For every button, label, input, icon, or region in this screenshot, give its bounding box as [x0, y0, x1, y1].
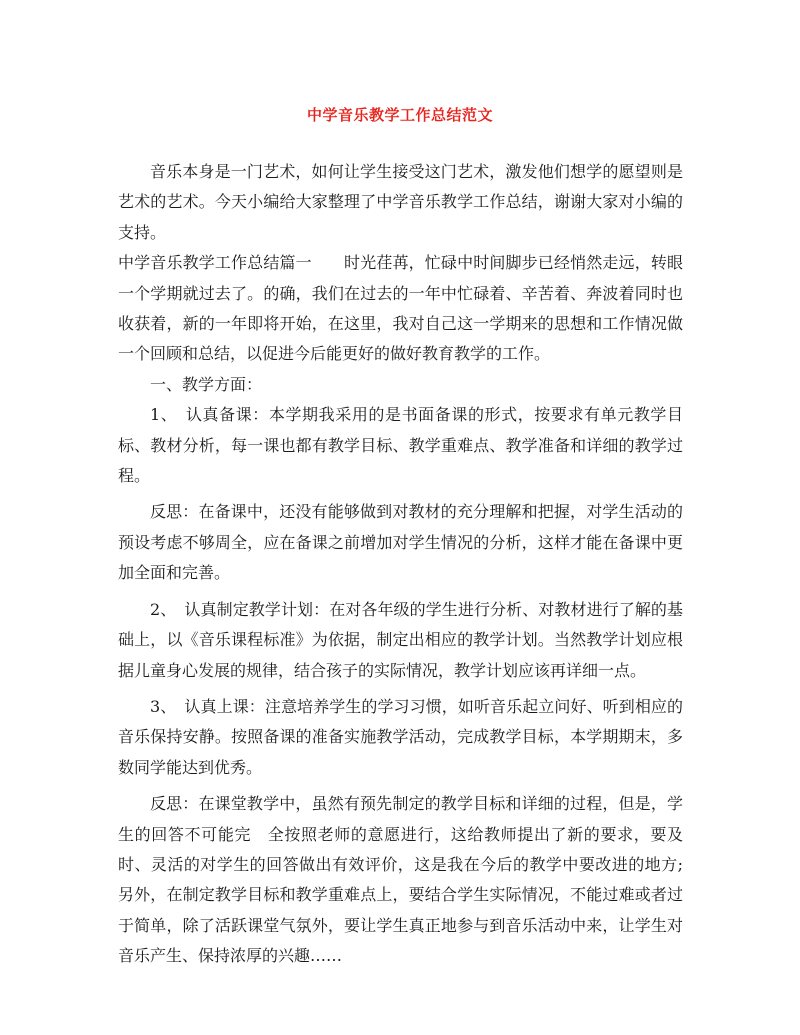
paragraph-section-one: 中学音乐教学工作总结篇一 时光荏苒，忙碌中时间脚步已经悄然走远，转眼一个学期就过去了。的确，我们在过去的一年中忙碌着、辛苦着、奔波着同时也收获着，新的一年即将开始，在这里，我对自己这一学期来的思想和工作情况做一个回顾和总结，以促进今后能更好的做好教育教学的工作。: [118, 253, 683, 364]
paragraph-item-2: 2、 认真制定教学计划：在对各年级的学生进行分析、对教材进行了解的基础上，以《音乐课程标准》为依据，制定出相应的教学计划。当然教学计划应根据儿童身心发展的规律，结合孩子的实际情况，教学计划应该再详细一点。: [118, 599, 683, 680]
paragraph-item-1: 1、 认真备课：本学期我采用的是书面备课的形式，按要求有单元教学目标、教材分析，每一课也都有教学目标、教学重难点、教学准备和详细的教学过程。: [118, 405, 683, 486]
document-body: [118, 157, 683, 972]
document-title: 中学音乐教学工作总结范文: [306, 106, 493, 124]
paragraph-item-3: 3、 认真上课：注意培养学生的学习习惯，如听音乐起立问好、听到相应的音乐保持安静。按照备课的准备实施教学活动，完成教学目标，本学期期末，多数同学能达到优秀。: [118, 696, 683, 777]
paragraph-intro: 音乐本身是一门艺术，如何让学生接受这门艺术，激发他们想学的愿望则是艺术的艺术。今天小编给大家整理了中学音乐教学工作总结，谢谢大家对小编的支持。: [118, 162, 683, 242]
paragraph-reflection-1: 反思：在备课中，还没有能够做到对教材的充分理解和把握，对学生活动的预设考虑不够周全，应在备课之前增加对学生情况的分析，这样才能在备课中更加全面和完善。: [118, 502, 683, 583]
paragraph-heading-teaching: 一、教学方面：: [150, 374, 263, 394]
paragraph-reflection-3: 反思：在课堂教学中，虽然有预先制定的教学目标和详细的过程，但是，学生的回答不可能完 全按照老师的意愿进行，这给教师提出了新的要求，要及时、灵活的对学生的回答做出有效评价，这是我在今后的教学中要改进的地方;另外，在制定教学目标和教学重难点上，要结合学生实际情况，不能过难或者过于简单，除了活跃课堂气氛外，要让学生真正地参与到音乐活动中来，让学生对音乐产生、保持浓厚的兴趣……: [118, 794, 683, 966]
